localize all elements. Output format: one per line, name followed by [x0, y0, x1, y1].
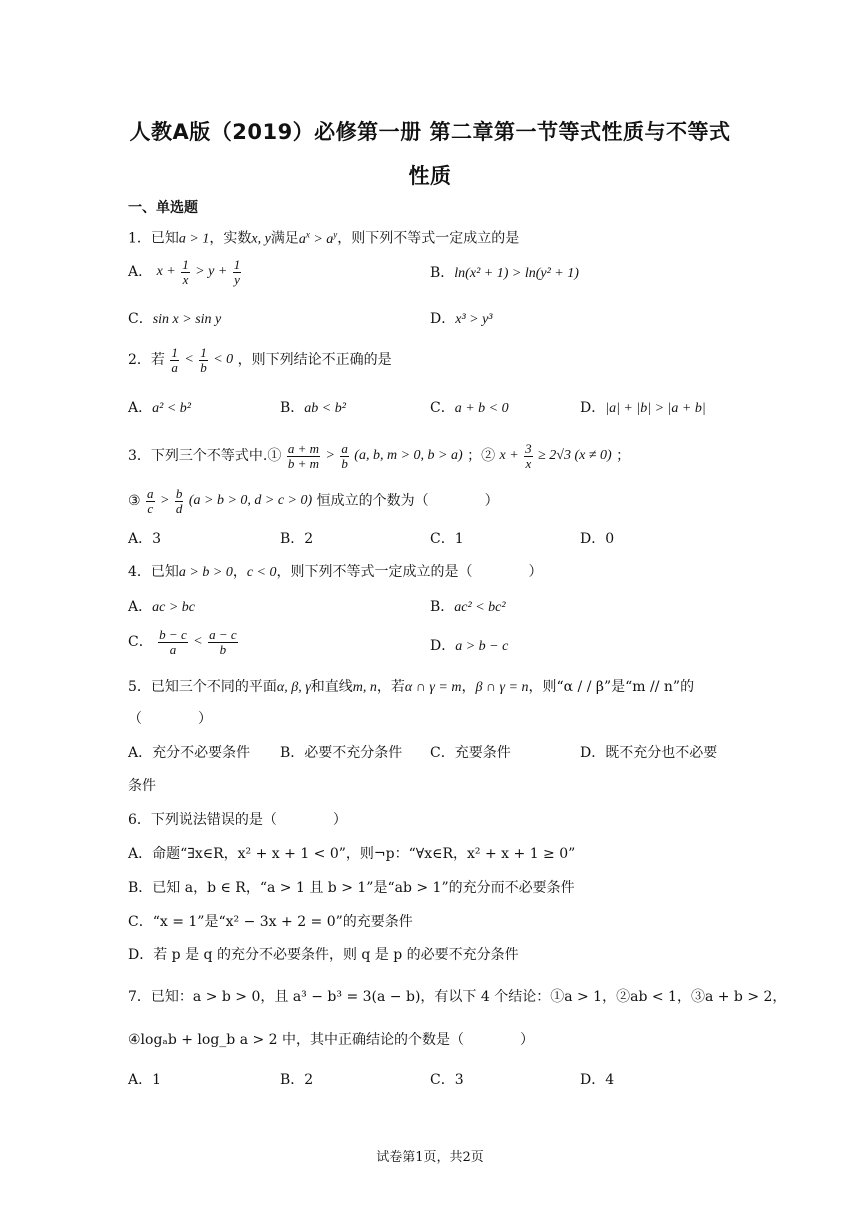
q3-cond1: (a, b, m > 0, b > a): [354, 448, 463, 464]
q7-option-c: C．3: [430, 1072, 464, 1088]
q1-d-expr: x³ > y³: [455, 312, 493, 327]
q4-sep: ，: [232, 564, 247, 580]
q3-frac4-den: c: [147, 500, 154, 516]
q1-option-c: [128, 310, 221, 329]
q1-a-frac2: [233, 258, 242, 286]
question-5-stem: [128, 678, 694, 697]
q3-option-d: D．0: [580, 531, 615, 547]
page-title-line2: 性质: [408, 164, 452, 188]
q2-frac-a-num: 1: [171, 345, 178, 360]
section-heading: 一、单选题: [128, 200, 198, 216]
q2-b-label: B．: [280, 400, 305, 416]
q6-option-c: C．“x = 1”是“x² − 3x + 2 = 0”的充要条件: [128, 914, 413, 930]
q3-frac1: [287, 442, 320, 470]
q4-c-frac2-den: b: [219, 641, 227, 657]
q1-option-a: [128, 258, 242, 286]
q5-sep2: ，: [461, 679, 476, 695]
q6-option-b: B．已知 a，b ∈ R，“a > 1 且 b > 1”是“ab > 1”的充分而不必要条件: [128, 880, 575, 896]
q5-mid: 和直线: [310, 679, 353, 695]
q3-option-c: C．1: [430, 531, 464, 547]
question-7-stem-line1: 7．已知：a > b > 0，且 a³ − b³ = 3(a − b)，有以下 4 个结论：①a > 1，②ab < 1，③a + b > 2，: [128, 989, 787, 1005]
q2-d-label: D．: [580, 400, 606, 416]
q5-option-d-continued: 条件: [128, 778, 156, 794]
q1-option-b: [430, 264, 579, 283]
q2-d-expr: |a| + |b| > |a + b|: [605, 401, 706, 416]
q7-option-b: B．2: [280, 1072, 314, 1088]
q3-pre: 3．下列三个不等式中.①: [128, 448, 282, 465]
q5-option-c: C．充要条件: [430, 745, 511, 761]
q4-b-label: B．: [430, 599, 455, 615]
q5-planes: α, β, γ: [276, 680, 311, 695]
q2-option-c: [430, 399, 509, 418]
q1-a-x: x +: [156, 264, 176, 280]
q4-option-d: [430, 637, 508, 656]
q1-pre: 1．已知: [128, 230, 179, 247]
q7-option-a: A．1: [128, 1072, 162, 1088]
q2-post: ，则下列结论不正确的是: [237, 352, 392, 369]
q1-a-label: A．: [128, 264, 153, 281]
q4-c-frac1-den: a: [169, 641, 177, 657]
page-title-line1: 人教A版（2019）必修第一册 第二章第一节等式性质与不等式: [129, 120, 731, 144]
q1-vars: x, y: [251, 231, 271, 247]
q1-post: ，则下列不等式一定成立的是: [337, 230, 520, 247]
q4-c-frac2: [208, 628, 238, 656]
q3-option-b: B．2: [280, 531, 314, 547]
q4-cond2: c < 0: [246, 565, 277, 580]
q4-option-a: [128, 598, 195, 617]
q1-cond1: a > 1: [178, 231, 210, 247]
q2-c-label: C．: [430, 400, 455, 416]
q1-a-frac1-den: x: [182, 271, 189, 287]
q3-frac3-num: 3: [525, 441, 532, 456]
q1-cond2-exp1: x: [305, 229, 310, 239]
q5-cond1: α ∩ γ = m: [404, 680, 462, 695]
q5-post: ，则“α / / β”是“m // n”的: [528, 679, 695, 695]
q1-d-label: D．: [430, 311, 456, 327]
q3-gt2: >: [159, 493, 170, 509]
q5-lines: m, n: [352, 680, 377, 695]
q1-a-frac1-num: 1: [182, 257, 189, 272]
q1-b-expr: ln(x² + 1) > ln(y² + 1): [454, 266, 579, 281]
q4-b-expr: ac² < bc²: [454, 600, 506, 615]
q1-c-label: C．: [128, 311, 153, 327]
q1-mid2: 满足: [270, 230, 299, 247]
q1-mid1: ，实数: [209, 230, 252, 247]
q3-frac2-num: a: [341, 441, 348, 456]
q3-post: 恒成立的个数为（ ）: [316, 493, 499, 510]
q4-c-frac2-num: a − c: [209, 627, 237, 642]
q3-frac2-den: b: [341, 455, 348, 471]
q2-a-expr: a² < b²: [152, 401, 191, 416]
q3-frac1-den: b + m: [287, 455, 319, 471]
question-4-stem: [128, 563, 543, 582]
q2-c-expr: a + b < 0: [454, 401, 509, 416]
q4-post: ，则下列不等式一定成立的是（ ）: [276, 564, 543, 580]
q2-frac-b-den: b: [200, 359, 207, 375]
q2-frac-b: [199, 346, 208, 374]
q2-a-label: A．: [128, 400, 153, 416]
question-3-stem-line2: [128, 487, 499, 515]
q3-frac2: [340, 442, 349, 470]
q1-a-frac2-num: 1: [233, 257, 241, 272]
q4-a-label: A．: [128, 599, 153, 615]
q1-cond2-base: a: [298, 231, 306, 247]
q5-pre: 5．已知三个不同的平面: [128, 679, 277, 695]
q3-frac4: [146, 487, 155, 515]
q4-cond1: a > b > 0: [178, 565, 233, 580]
q2-frac-a-den: a: [171, 359, 178, 375]
q5-option-d: D．既不充分也不必要: [580, 745, 718, 761]
page-footer: 试卷第1页，共2页: [376, 1150, 484, 1165]
q4-c-frac1-num: b − c: [159, 627, 187, 642]
q2-lt2: < 0: [213, 352, 234, 368]
question-2-stem: [128, 346, 392, 374]
q4-d-expr: a > b − c: [455, 639, 509, 654]
q3-cond2: ≥ 2√3 (x ≠ 0): [538, 448, 612, 464]
q7-option-d: D．4: [580, 1072, 615, 1088]
q4-option-c: [128, 628, 239, 656]
q3-cond3: (a > b > 0, d > c > 0): [188, 493, 313, 509]
question-1-stem: [128, 225, 519, 249]
q1-b-label: B．: [430, 265, 455, 281]
q1-a-mid: > y +: [195, 264, 228, 280]
q2-pre: 2．若: [128, 352, 165, 369]
q4-c-frac1: [158, 628, 188, 656]
q3-frac4-num: a: [147, 486, 154, 501]
q3-line2-pre: ③: [128, 493, 141, 510]
q3-sep1: ；②: [467, 448, 496, 465]
q5-paren: （ ）: [128, 711, 212, 727]
q4-option-b: [430, 598, 506, 617]
q3-frac1-num: a + m: [287, 441, 319, 456]
q3-frac3-den: x: [525, 455, 532, 471]
q4-d-label: D．: [430, 638, 456, 654]
question-6-stem: 6．下列说法错误的是（ ）: [128, 812, 347, 828]
q2-frac-a: [170, 346, 179, 374]
q3-option-a: A．3: [128, 531, 162, 547]
q1-cond2-gt: > a: [309, 231, 334, 247]
question-7-stem-line2: ④logₐb + log_b a > 2 中，其中正确结论的个数是（ ）: [128, 1032, 535, 1048]
q2-b-expr: ab < b²: [304, 401, 346, 416]
q2-lt1: <: [184, 352, 194, 368]
question-3-stem-line1: [128, 442, 630, 470]
q5-cond2: β ∩ γ = n: [475, 680, 529, 695]
q5-option-b: B．必要不充分条件: [280, 745, 403, 761]
q4-c-label: C．: [128, 634, 153, 651]
q3-sep2: ；: [616, 448, 631, 465]
q1-c-expr: sin x > sin y: [152, 312, 222, 327]
q6-option-d: D．若 p 是 q 的充分不必要条件，则 q 是 p 的必要不充分条件: [128, 947, 519, 963]
q3-frac5: [175, 487, 184, 515]
q1-cond2-exp2: y: [333, 229, 338, 239]
q1-cond2: [298, 229, 338, 247]
q1-a-frac2-den: y: [234, 271, 240, 287]
q1-a-frac1: [181, 258, 190, 286]
q2-option-a: [128, 399, 191, 418]
q3-frac3: [524, 442, 533, 470]
q6-option-a: A．命题“∃x∈R，x² + x + 1 < 0”，则¬p：“∀x∈R，x² + x + 1 ≥ 0”: [128, 846, 576, 862]
q4-pre: 4．已知: [128, 564, 179, 580]
q3-x: x +: [499, 448, 519, 464]
q3-frac5-num: b: [175, 486, 183, 501]
q5-option-a: A．充分不必要条件: [128, 745, 251, 761]
q1-option-d: [430, 310, 493, 329]
q5-sep1: ，若: [376, 679, 405, 695]
q2-frac-b-num: 1: [200, 345, 207, 360]
q3-frac5-den: d: [175, 500, 183, 516]
q2-option-d: [580, 399, 706, 418]
q4-c-lt: <: [193, 634, 203, 650]
q4-a-expr: ac > bc: [152, 600, 195, 615]
q3-gt1: >: [325, 448, 335, 464]
q2-option-b: [280, 399, 346, 418]
